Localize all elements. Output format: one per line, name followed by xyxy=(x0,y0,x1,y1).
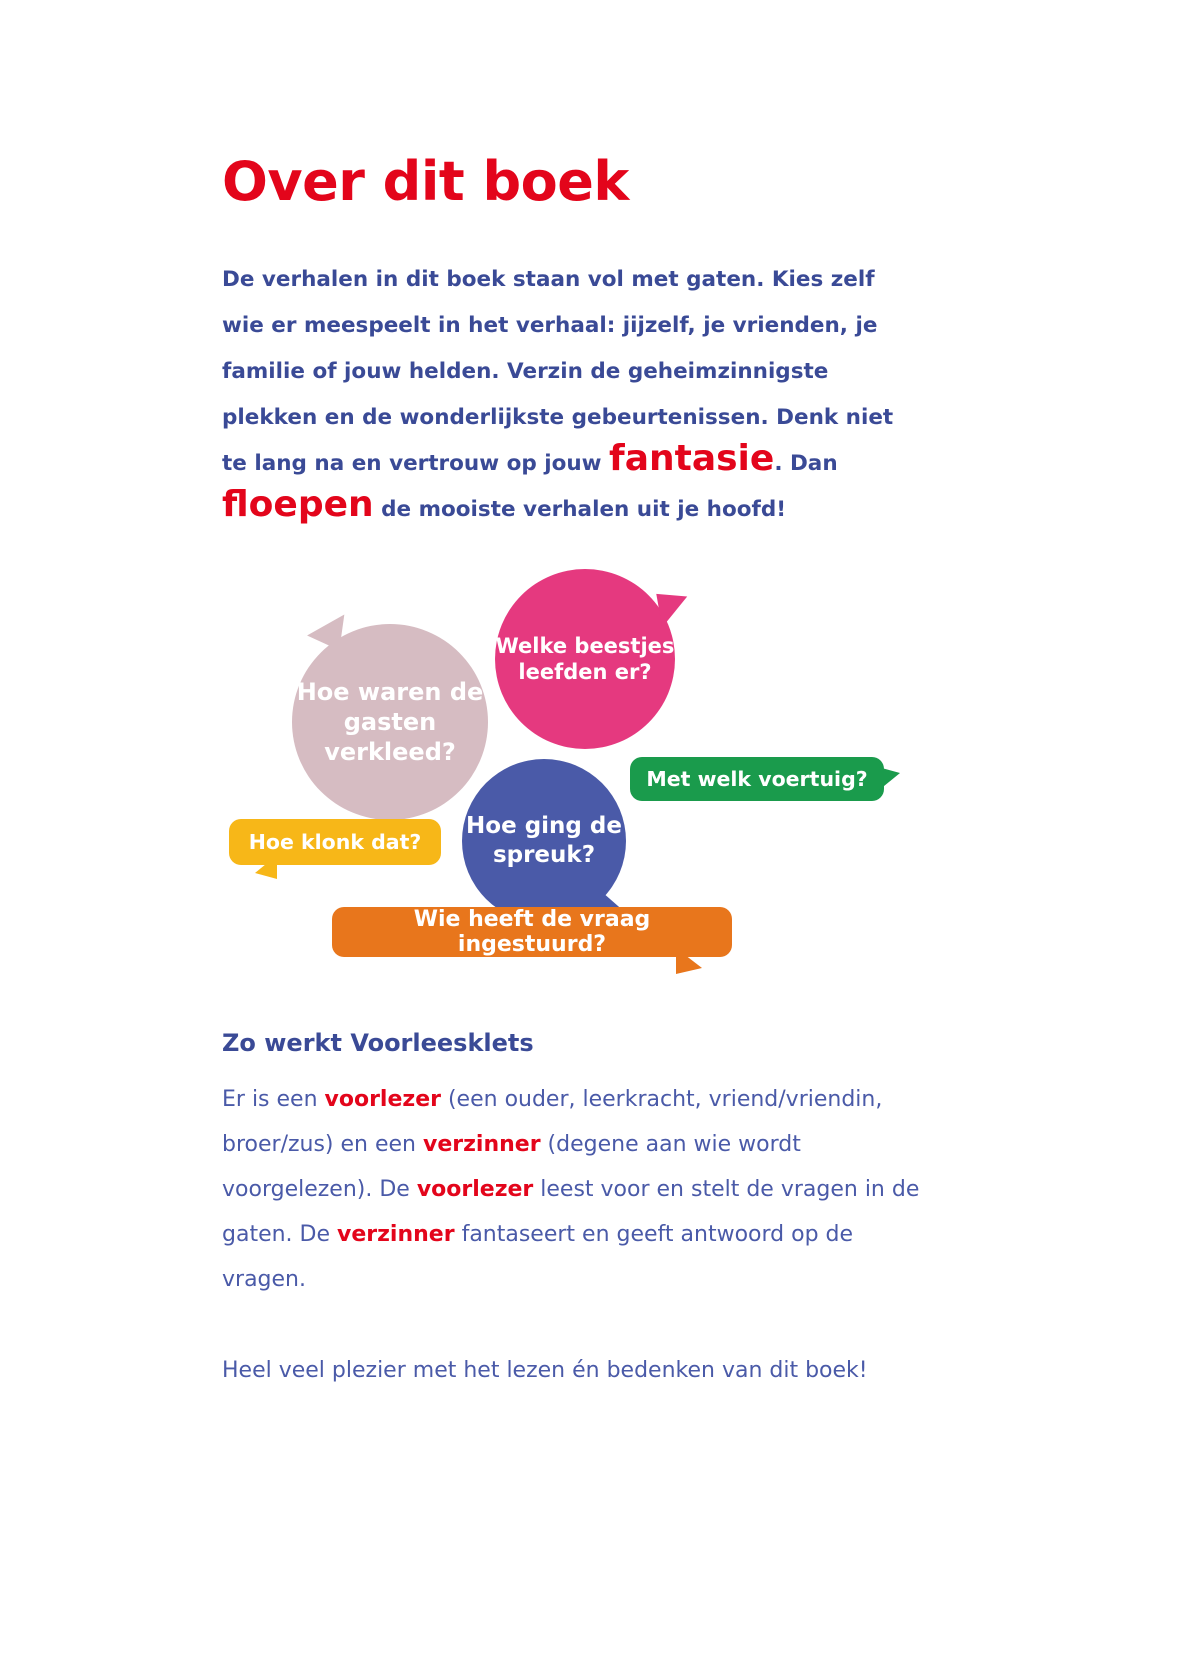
intro-emphasis-fantasie: fantasie xyxy=(609,438,775,480)
speech-bubble-orange xyxy=(332,907,732,957)
closing-paragraph: Heel veel plezier met het lezen én bedenken van dit boek! xyxy=(222,1358,868,1384)
speech-bubble-yellow xyxy=(229,819,441,865)
intro-text-part-2: . Dan xyxy=(774,451,838,477)
body-text-5: fantaseert en geeft antwoord op de vragen. xyxy=(222,1222,854,1293)
speech-bubble-cluster xyxy=(222,569,962,999)
body-text-4: leest voor en stelt de vragen in de gaten. De xyxy=(222,1177,920,1248)
speech-bubble-mauve xyxy=(292,624,488,820)
body-text-1: Er is een xyxy=(222,1087,325,1113)
section-body xyxy=(222,1077,932,1302)
intro-paragraph xyxy=(222,257,922,533)
speech-bubble-green xyxy=(630,757,884,801)
speech-bubble-yellow-label: Hoe klonk dat? xyxy=(248,830,422,855)
speech-bubble-blue-label: Hoe ging de spreuk? xyxy=(466,813,622,869)
speech-bubble-pink xyxy=(495,569,675,749)
page-title: Over dit boek xyxy=(222,150,629,213)
body-bold-voorlezer-1: voorlezer xyxy=(324,1087,441,1113)
bubble-tail-icon xyxy=(676,948,702,974)
speech-bubble-pink-label: Welke beestjes leefden er? xyxy=(495,634,675,685)
body-text-2: (een ouder, leerkracht, vriend/vriendin, broer/zus) en een xyxy=(222,1087,883,1158)
bubble-tail-icon xyxy=(306,610,345,650)
bubble-tail-icon xyxy=(255,855,277,879)
bubble-tail-icon xyxy=(656,589,691,628)
body-text-3: (degene aan wie wordt voorgelezen). De xyxy=(222,1132,801,1203)
speech-bubble-green-label: Met welk voertuig? xyxy=(646,767,868,792)
intro-text-part-1: De verhalen in dit boek staan vol met gaten. Kies zelf wie er meespeelt in het verhaal: jijzelf, je vrienden, je familie of jouw helden. Verzin de geheimzinnigste plekken en de wonderlijkste gebeurtenissen. Denk niet te lang na en vertrouw op jouw xyxy=(222,267,894,477)
section-heading: Zo werkt Voorleesklets xyxy=(222,1029,534,1058)
speech-bubble-mauve-label: Hoe waren de gasten verkleed? xyxy=(296,678,484,767)
intro-emphasis-floepen: floepen xyxy=(222,484,374,526)
speech-bubble-blue xyxy=(462,759,626,923)
body-bold-verzinner-2: verzinner xyxy=(337,1222,455,1248)
body-bold-voorlezer-2: voorlezer xyxy=(416,1177,534,1203)
body-bold-verzinner-1: verzinner xyxy=(423,1132,541,1158)
bubble-tail-icon xyxy=(878,767,900,791)
speech-bubble-orange-label: Wie heeft de vraag ingestuurd? xyxy=(413,907,651,958)
page-content xyxy=(222,0,962,1415)
intro-text-part-3: de mooiste verhalen uit je hoofd! xyxy=(373,497,787,523)
